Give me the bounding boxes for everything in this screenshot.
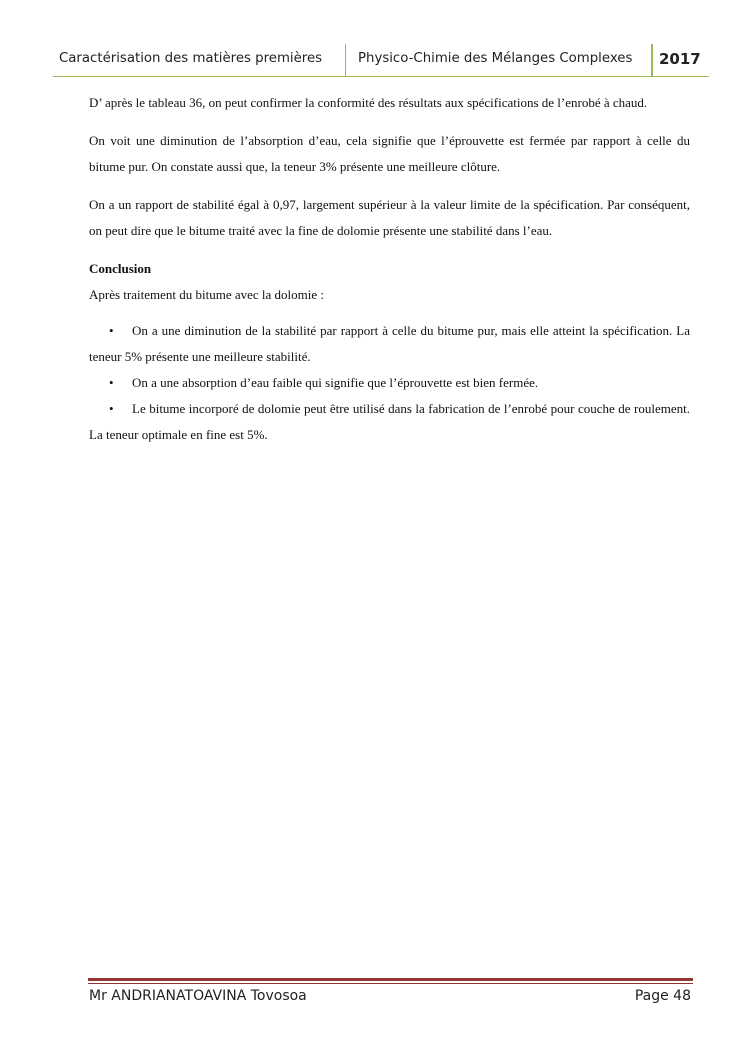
- header-left-title: Caractérisation des matières premières: [59, 51, 323, 66]
- list-item-text: On a une absorption d’eau faible qui signifie que l’éprouvette est bien fermée.: [132, 375, 539, 390]
- list-item: [89, 370, 690, 396]
- conclusion-heading: Conclusion: [89, 261, 152, 276]
- conclusion-intro: Après traitement du bitume avec la dolomie :: [89, 287, 325, 302]
- list-item: [89, 318, 690, 370]
- header-middle-title: Physico-Chimie des Mélanges Complexes: [358, 51, 633, 66]
- header-divider-2: [651, 44, 653, 76]
- page-number: Page 48: [634, 988, 691, 1004]
- page-footer: [88, 986, 693, 1010]
- paragraph-1: D’ après le tableau 36, on peut confirmer la conformité des résultats aux spécifications de l’enrobé à chaud.: [89, 95, 648, 110]
- footer-rule-thick: [88, 978, 693, 981]
- list-item: [89, 396, 690, 448]
- header-divider-1: [345, 44, 346, 76]
- header-year: 2017: [659, 50, 701, 68]
- bullet-icon: •: [109, 401, 114, 416]
- bullet-icon: •: [109, 375, 114, 390]
- list-item-text: Le bitume incorporé de dolomie peut être utilisé dans la fabrication de l’enrobé pour couche de roulement. La teneur optimale en fine est 5%.: [89, 401, 690, 442]
- bullet-icon: •: [109, 323, 114, 338]
- footer-rule-thin: [88, 983, 693, 984]
- document-body: [89, 90, 690, 448]
- page-header: [53, 42, 709, 76]
- footer-author: Mr ANDRIANATOAVINA Tovosoa: [89, 988, 307, 1004]
- list-item-text: On a une diminution de la stabilité par rapport à celle du bitume pur, mais elle atteint la spécification. La teneur 5% présente une meilleure stabilité.: [89, 323, 690, 364]
- header-rule: [53, 76, 709, 77]
- paragraph-2: On voit une diminution de l’absorption d’eau, cela signifie que l’éprouvette est fermée par rapport à celle du bitume pur. On constate aussi que, la teneur 3% présente une meilleure clôture.: [89, 133, 690, 174]
- conclusion-list: [89, 318, 690, 448]
- paragraph-3: On a un rapport de stabilité égal à 0,97, largement supérieur à la valeur limite de la spécification. Par conséquent, on peut dire que le bitume traité avec la fine de dolomie présente une stabilité dans l’eau.: [89, 197, 690, 238]
